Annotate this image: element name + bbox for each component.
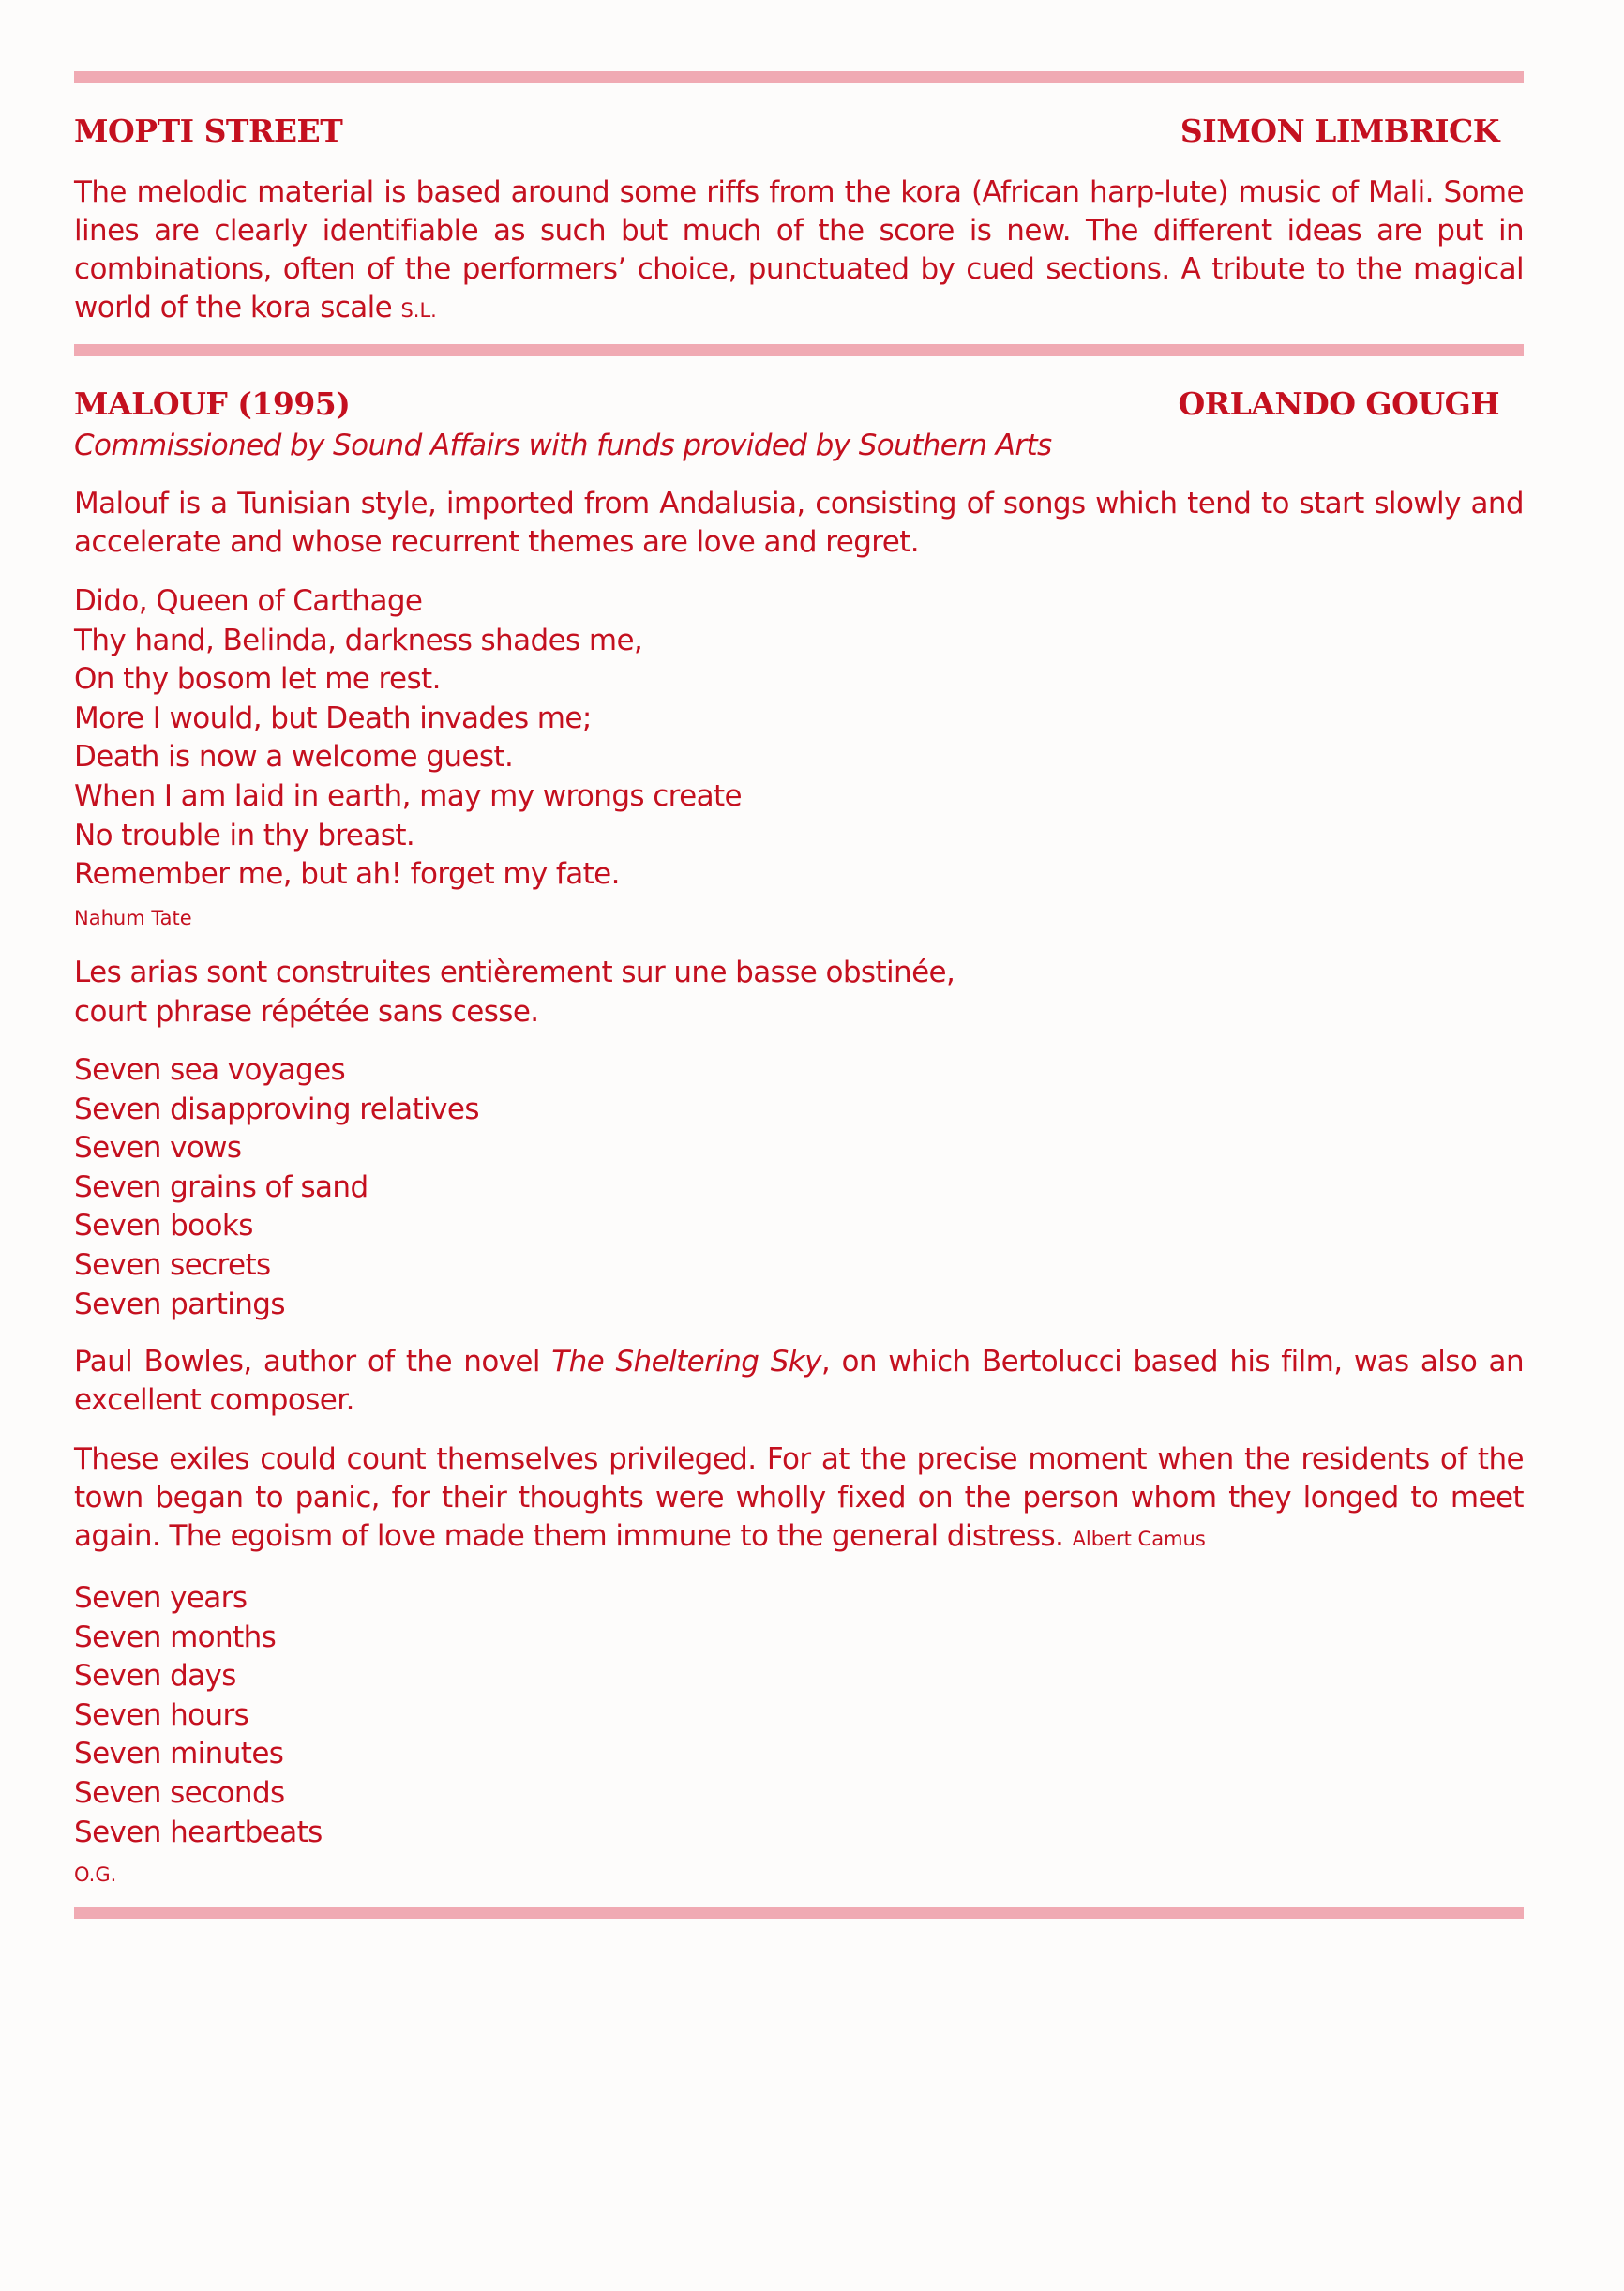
piece-heading-malouf [74,385,1499,423]
list-item: Seven minutes [74,1737,284,1771]
bowles-note [74,1343,1524,1420]
list-item: Seven heartbeats [74,1815,323,1849]
list-item: Seven sea voyages [74,1053,346,1087]
malouf-intro: Malouf is a Tunisian style, imported from Andalusia, consisting of songs which tend to start slowly and accelerate and whose recurrent themes are love and regret. [74,487,1524,559]
camus-author: Albert Camus [1072,1528,1206,1550]
piece-heading-mopti [74,113,1499,150]
seven-list-1 [74,1051,1293,1324]
poem-line: Death is now a welcome guest. [74,740,514,775]
composer-name: SIMON LIMBRICK [1180,113,1499,149]
camus-quote [74,1440,1524,1559]
seven-list-2 [74,1579,1293,1852]
bowles-text: Paul Bowles, author of the novel [74,1345,552,1379]
french-line: Les arias sont construites entièrement sur une basse obstinée, [74,956,955,989]
mopti-description [74,173,1524,327]
poem-line: No trouble in thy breast. [74,818,415,852]
section-divider [74,344,1524,356]
poem-line: On thy bosom let me rest. [74,662,441,697]
list-item: Seven grains of sand [74,1169,368,1204]
mopti-text: The melodic material is based around some riffs from the kora (African harp-lute) music of Mali. Some lines are clearly identifiable as such but much of the score is new. The different ideas are put in combinations, often of the performers’ choice, punctuated by cued sections. A tribute to the magical world of the kora scale [74,175,1524,324]
list-item: Seven secrets [74,1247,271,1282]
camus-text: These exiles could count themselves privileged. For at the precise moment when the residents of the town began to panic, for their thoughts were wholly fixed on the person whom they longed to meet again. The egoism of love made them immune to the general distress. [74,1442,1524,1553]
malouf-signature: O.G. [74,1863,117,1886]
french-note [74,954,1293,1032]
piece-title: MOPTI STREET [74,113,343,149]
french-line: court phrase répétée sans cesse. [74,994,539,1029]
poem-author: Nahum Tate [74,907,192,929]
list-item: Seven months [74,1620,277,1654]
commission-note: Commissioned by Sound Affairs with funds provided by Southern Arts [74,429,1052,462]
list-item: Seven seconds [74,1775,285,1810]
list-item: Seven days [74,1659,236,1694]
list-item: Seven disapproving relatives [74,1092,479,1126]
list-item: Seven partings [74,1287,285,1321]
top-divider [74,71,1524,83]
composer-name: ORLANDO GOUGH [1178,385,1499,422]
bottom-divider [74,1907,1524,1919]
list-item: Seven vows [74,1131,242,1166]
bowles-text: , on which Bertolucci based his film, was also an excellent composer. [74,1345,1524,1417]
piece-title: MALOUF (1995) [74,385,351,422]
poem [74,582,1293,895]
list-item: Seven books [74,1209,253,1243]
poem-line: Dido, Queen of Carthage [74,584,423,618]
poem-line: When I am laid in earth, may my wrongs create [74,778,743,813]
list-item: Seven hours [74,1697,249,1732]
mopti-signature: S.L. [400,299,437,322]
poem-line: Remember me, but ah! forget my fate. [74,857,620,892]
book-title: The Sheltering Sky [551,1345,821,1379]
poem-line: Thy hand, Belinda, darkness shades me, [74,623,643,657]
poem-line: More I would, but Death invades me; [74,701,592,735]
list-item: Seven years [74,1581,248,1615]
